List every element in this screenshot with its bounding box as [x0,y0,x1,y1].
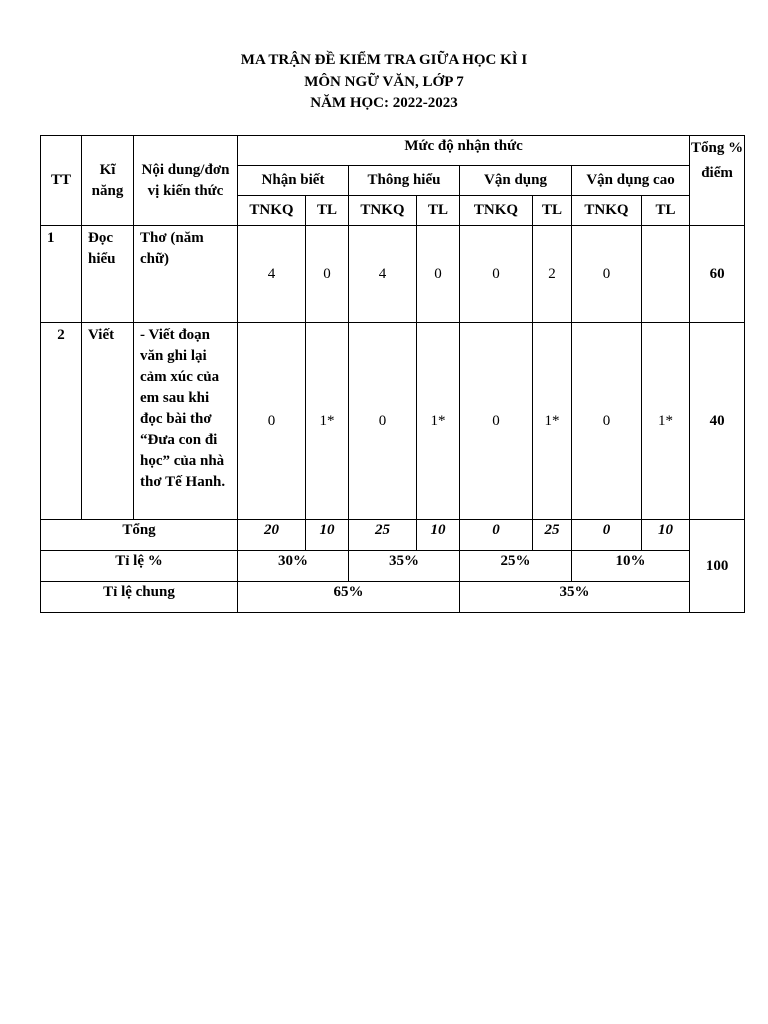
row-value: 1* [417,323,460,520]
summary-ratio-value: 25% [460,551,572,582]
row-skill: Viết [82,323,134,520]
row-value: 1* [306,323,349,520]
row-content: Thơ (năm chữ) [134,226,238,323]
sub-tnkq: TNKQ [238,196,306,226]
row-value: 0 [572,226,642,323]
summary-ratio-value: 10% [572,551,690,582]
row-value: 1* [642,323,690,520]
row-value: 0 [417,226,460,323]
row-value: 1* [533,323,572,520]
header-total-percent: Tổng % điểm [690,136,745,226]
row-value: 0 [238,323,306,520]
row-value: 4 [238,226,306,323]
table-row [41,323,745,520]
summary-total-value: 10 [417,520,460,551]
row-tt: 2 [41,323,82,520]
summary-ratio-label: Tỉ lệ % [41,551,238,582]
summary-grand-total: 100 [690,520,745,613]
sub-tl: TL [417,196,460,226]
row-value [642,226,690,323]
row-value: 0 [349,323,417,520]
summary-total-value: 25 [533,520,572,551]
header-row-1 [41,136,745,166]
row-value: 0 [460,323,533,520]
row-tt: 1 [41,226,82,323]
header-tt: TT [41,136,82,226]
summary-ratio-value: 35% [349,551,460,582]
header-skill: Kĩ năng [82,136,134,226]
school-year-line: NĂM HỌC: 2022-2023 [310,95,458,111]
sub-tl: TL [306,196,349,226]
sub-tl: TL [642,196,690,226]
level-recognition: Nhận biết [238,166,349,196]
sub-tnkq: TNKQ [460,196,533,226]
row-value: 0 [460,226,533,323]
summary-common-row [41,582,745,613]
level-understanding: Thông hiểu [349,166,460,196]
row-total: 40 [690,323,745,520]
summary-total-label: Tổng [41,520,238,551]
row-skill: Đọc hiểu [82,226,134,323]
header-cognitive-level: Mức độ nhận thức [238,136,690,166]
sub-tl: TL [533,196,572,226]
summary-ratio-value: 30% [238,551,349,582]
summary-total-value: 10 [642,520,690,551]
row-value: 0 [306,226,349,323]
row-value: 0 [572,323,642,520]
row-value: 4 [349,226,417,323]
summary-common-value: 65% [238,582,460,613]
summary-total-value: 0 [460,520,533,551]
table-row [41,226,745,323]
row-content: - Viết đoạn văn ghi lại cảm xúc của em sau khi đọc bài thơ “Đưa con đi học” của nhà thơ Tế Hanh. [134,323,238,520]
subject-line: MÔN NGỮ VĂN, LỚP 7 [304,74,464,90]
document-title: MA TRẬN ĐỀ KIỂM TRA GIỮA HỌC KÌ I [240,52,528,68]
summary-common-label: Tỉ lệ chung [41,582,238,613]
summary-total-value: 0 [572,520,642,551]
header-content: Nội dung/đơn vị kiến thức [134,136,238,226]
summary-total-value: 10 [306,520,349,551]
level-high-application: Vận dụng cao [572,166,690,196]
row-total: 60 [690,226,745,323]
row-value: 2 [533,226,572,323]
assessment-matrix-table [40,135,745,613]
summary-ratio-row [41,551,745,582]
sub-tnkq: TNKQ [572,196,642,226]
summary-total-row [41,520,745,551]
summary-total-value: 20 [238,520,306,551]
level-application: Vận dụng [460,166,572,196]
summary-common-value: 35% [460,582,690,613]
sub-tnkq: TNKQ [349,196,417,226]
summary-total-value: 25 [349,520,417,551]
